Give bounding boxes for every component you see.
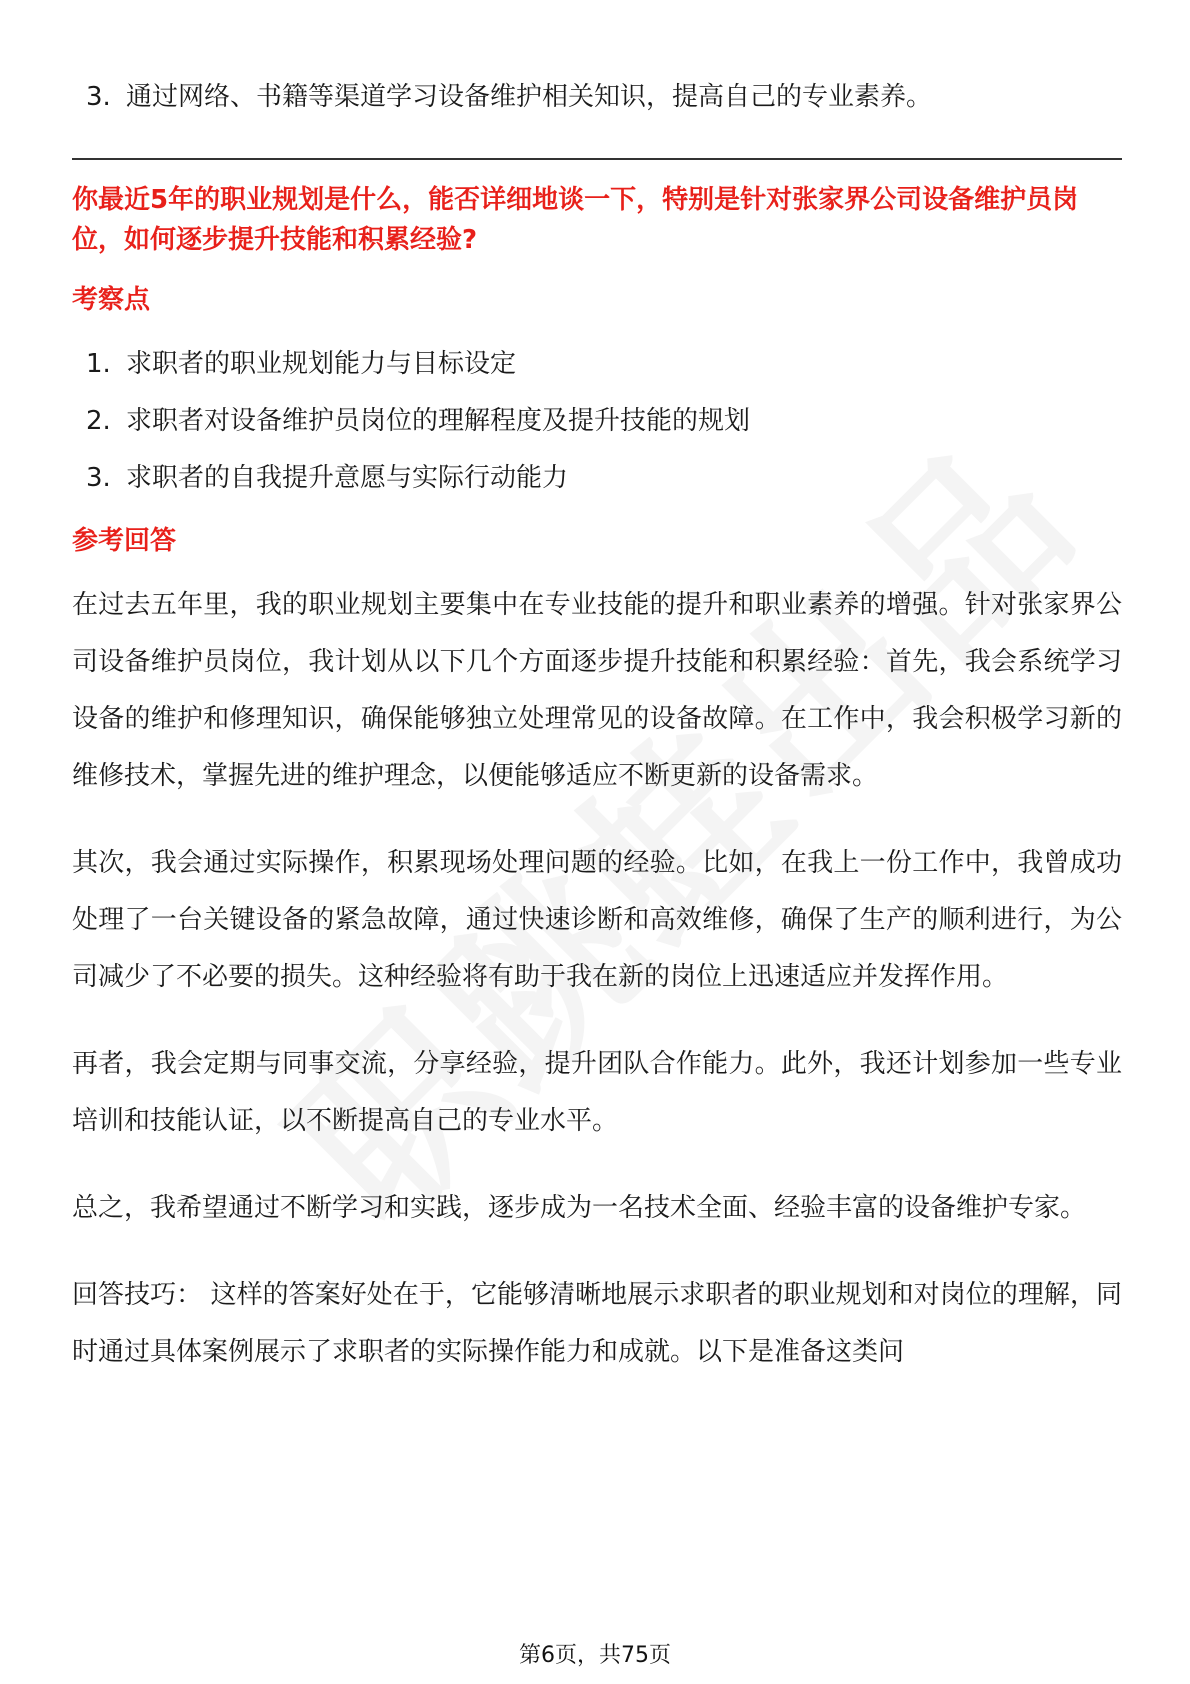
answer-paragraph: 再者，我会定期与同事交流，分享经验，提升团队合作能力。此外，我还计划参加一些专业培训和技能认证，以不断提高自己的专业水平。 (72, 1049, 1122, 1136)
answer-heading: 参考回答 (72, 526, 177, 556)
list-item (72, 70, 1122, 124)
answer-paragraph: 在过去五年里，我的职业规划主要集中在专业技能的提升和职业素养的增强。针对张家界公司设备维护员岗位，我计划从以下几个方面逐步提升技能和积累经验：首先，我会系统学习设备的维护和修理知识，确保能够独立处理常见的设备故障。在工作中，我会积极学习新的维修技术，掌握先进的维护理念，以便能够适应不断更新的设备需求。 (72, 590, 1122, 791)
list-number: 3. (86, 463, 111, 493)
answer-paragraph: 总之，我希望通过不断学习和实践，逐步成为一名技术全面、经验丰富的设备维护专家。 (72, 1193, 1087, 1223)
page-number: 第6页，共75页 (519, 1643, 671, 1668)
focus-list (72, 336, 1122, 507)
answer-tips-paragraph: 回答技巧： 这样的答案好处在于，它能够清晰地展示求职者的职业规划和对岗位的理解，同时通过具体案例展示了求职者的实际操作能力和成就。以下是准备这类问 (72, 1280, 1122, 1367)
page-content (72, 70, 1122, 1411)
list-text: 通过网络、书籍等渠道学习设备维护相关知识，提高自己的专业素养。 (126, 82, 933, 112)
list-item (72, 336, 1122, 393)
question-heading: 你最近5年的职业规划是什么，能否详细地谈一下，特别是针对张家界公司设备维护员岗位，如何逐步提升技能和积累经验? (72, 185, 1079, 255)
top-list (72, 70, 1122, 124)
list-text: 求职者对设备维护员岗位的理解程度及提升技能的规划 (126, 406, 751, 436)
focus-heading: 考察点 (72, 285, 151, 315)
list-number: 3. (86, 82, 111, 112)
list-number: 2. (86, 406, 111, 436)
divider (72, 158, 1122, 160)
list-item (72, 450, 1122, 507)
list-item (72, 393, 1122, 450)
answer-paragraph: 其次，我会通过实际操作，积累现场处理问题的经验。比如，在我上一份工作中，我曾成功处理了一台关键设备的紧急故障，通过快速诊断和高效维修，确保了生产的顺利进行，为公司减少了不必要的损失。这种经验将有助于我在新的岗位上迅速适应并发挥作用。 (72, 848, 1122, 992)
list-number: 1. (86, 349, 111, 379)
list-text: 求职者的自我提升意愿与实际行动能力 (126, 463, 569, 493)
list-text: 求职者的职业规划能力与目标设定 (126, 349, 517, 379)
